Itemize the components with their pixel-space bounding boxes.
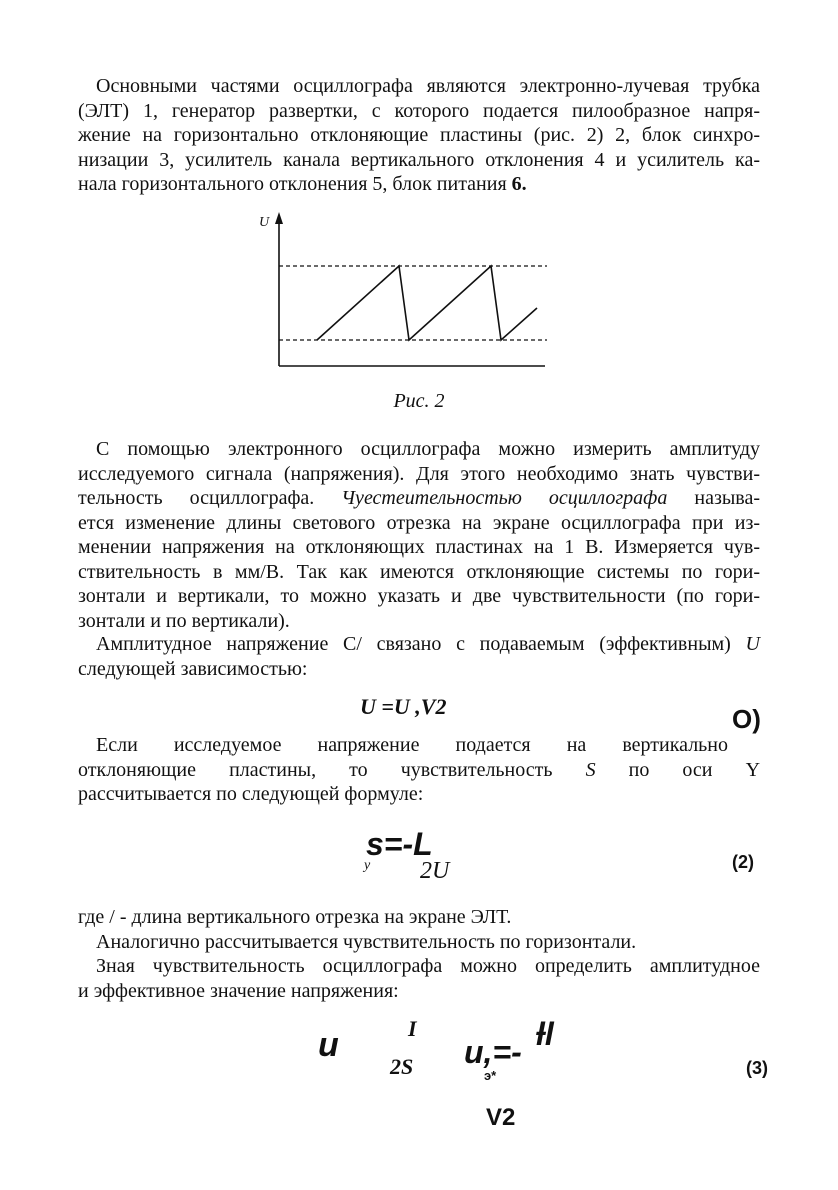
- formula-3-subscript: э*: [484, 1068, 497, 1083]
- text-line: зонтали и вертикали, то можно указать и две чувствительности (по гори-: [78, 585, 760, 607]
- text-line: где / - длина вертикального отрезка на экране ЭЛТ.: [78, 906, 512, 928]
- formula-2-subscript: y: [364, 858, 371, 873]
- formula-1: U =U ,V2: [360, 694, 447, 719]
- formula-2-main: s=-L: [366, 826, 433, 862]
- text-line: зонтали и по вертикали).: [78, 609, 290, 632]
- text-segment: по оси Y: [628, 758, 761, 781]
- text-line: (ЭЛТ) 1, генератор развертки, с которого подается пилообразное напря-: [78, 99, 760, 122]
- text-segment: называ-: [694, 487, 761, 509]
- formula-3-bottom: V2: [486, 1104, 516, 1131]
- italic-term: Чуестеительностью осциллографа: [341, 487, 668, 509]
- text-line: [78, 758, 760, 783]
- formula-1-number: О): [732, 704, 761, 734]
- text-line: Зная чувствительность осциллографа можно определить амплитудное: [96, 955, 760, 977]
- text-line: следующей зависимостью:: [78, 657, 308, 680]
- paragraph-intro: [78, 74, 760, 197]
- text-line: Основными частями осциллографа являются электронно-лучевая трубка: [96, 75, 760, 97]
- text-line: [78, 172, 760, 197]
- text-line: менении напряжения на отклоняющих пластинах на 1 В. Измеряется чув-: [78, 536, 760, 558]
- italic-symbol: U: [745, 633, 760, 655]
- sawtooth-figure: [255, 208, 555, 378]
- paragraph-amplitude: [78, 632, 760, 681]
- italic-symbol: S: [585, 758, 596, 781]
- text-line: низации 3, усилитель канала вертикального отклонения 4 и усилитель ка-: [78, 148, 760, 171]
- y-axis-arrow: [275, 212, 283, 224]
- text-segment: нала горизонтального отклонения 5, блок питания: [78, 173, 507, 195]
- text-segment: Амплитудное напряжение С/ связано с подаваемым (эффективным): [96, 633, 731, 655]
- bold-number: 6.: [511, 173, 527, 195]
- text-segment: тельность осциллографа.: [78, 487, 315, 509]
- text-line: и эффективное значение напряжения:: [78, 979, 399, 1002]
- text-line: жение на горизонтально отклоняющие пластины (рис. 2) 2, блок синхро-: [78, 124, 760, 146]
- text-line: [78, 632, 760, 657]
- formula-3-denominator: 2S: [390, 1054, 414, 1079]
- text-line: рассчитывается по следующей формуле:: [78, 783, 424, 805]
- text-line: исследуемого сигнала (напряжения). Для этого необходимо знать чувстви-: [78, 462, 760, 485]
- text-line: С помощью электронного осциллографа можно измерить амплитуду: [96, 438, 760, 460]
- text-line: ствительность в мм/В. Так как имеются отклоняющие системы по гори-: [78, 560, 760, 583]
- text-segment: отклоняющие пластины, то чувствительность: [78, 758, 553, 781]
- formula-3-left-u: u: [318, 1026, 339, 1064]
- text-line: Аналогично рассчитывается чувствительность по горизонтали.: [96, 930, 637, 953]
- paragraph-sensitivity: [78, 437, 760, 633]
- text-line: Если исследуемое напряжение подается на вертикально: [96, 734, 728, 756]
- text-line: [78, 486, 760, 511]
- formula-2-number: (2): [732, 852, 754, 872]
- paragraph-vertical: [78, 733, 760, 807]
- formula-2-denominator: 2U: [420, 858, 450, 884]
- axis-label-u: U: [259, 215, 270, 230]
- paragraph-conclusion: [78, 905, 760, 1003]
- sawtooth-wave: [317, 266, 537, 340]
- text-line: ется изменение длины светового отрезка на экране осциллографа при из-: [78, 511, 760, 534]
- formula-3-right-u: ƚl: [536, 1016, 554, 1052]
- formula-3-middle: u,=-: [464, 1034, 522, 1070]
- formula-3-numerator: I: [408, 1016, 417, 1041]
- figure-caption: Рис. 2: [393, 390, 445, 412]
- formula-3-number: (3): [746, 1058, 768, 1078]
